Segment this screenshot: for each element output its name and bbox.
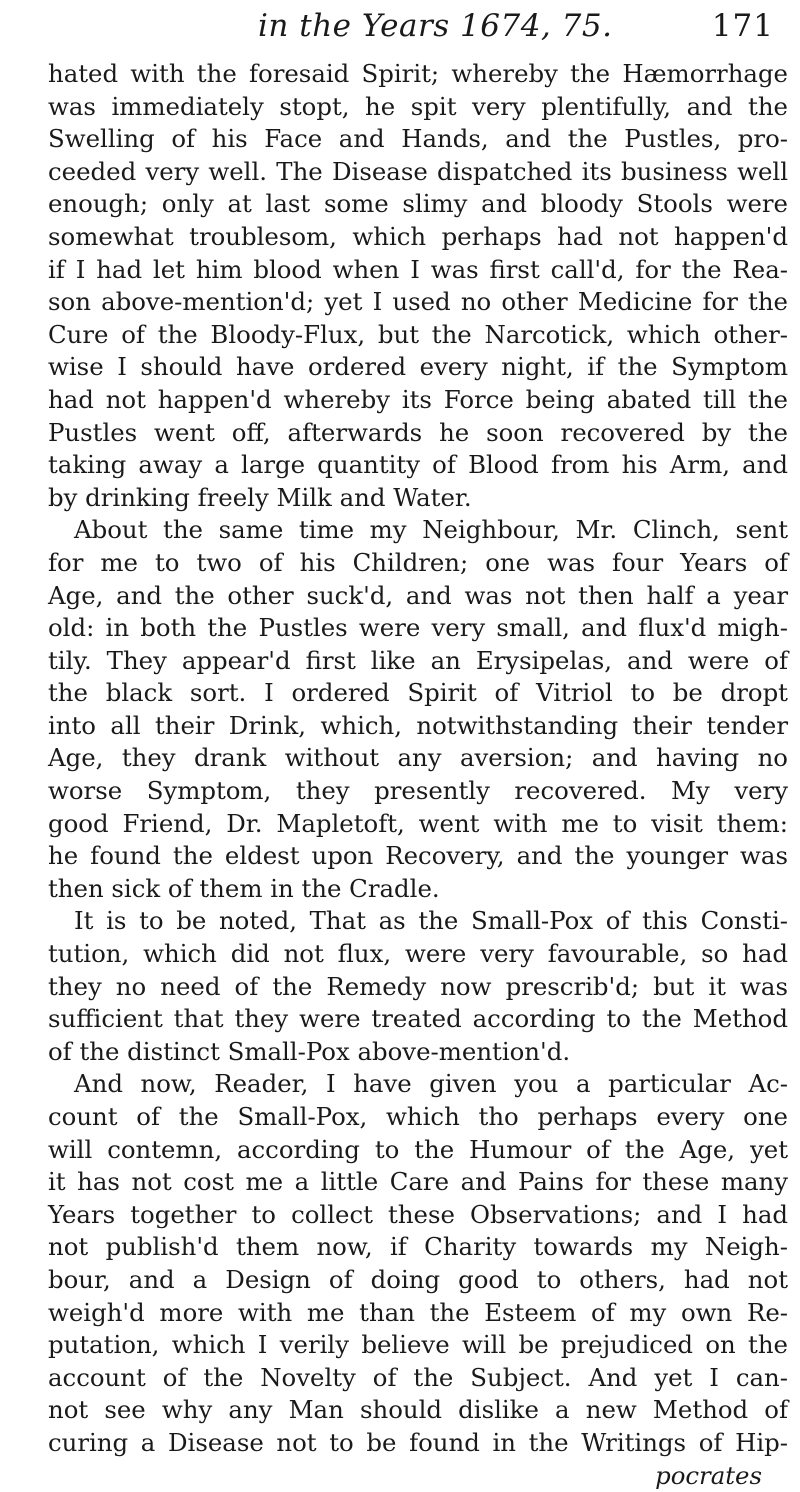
text-line: they no need of the Remedy now prescrib'd; but it was [48,971,788,1001]
text-line: of the distinct Small-Pox above-mention'd. [48,1036,571,1066]
text-line: bour, and a Design of doing good to others, had not [48,1264,788,1294]
running-title: in the Years 1674, 75. [258,8,613,44]
catchword: pocrates [655,1460,762,1490]
paragraph-start-line: It is to be noted, That as the Small-Pox of this Consti- [74,906,788,936]
text-line: for me to two of his Children; one was four Years of [48,547,788,577]
text-line: will contemn, according to the Humour of the Age, yet [48,1134,788,1164]
text-line: weigh'd more with me than the Esteem of my own Re- [48,1297,788,1327]
paragraph-start-line: And now, Reader, I have given you a particular Ac- [74,1069,788,1099]
paragraph-start-line: About the same time my Neighbour, Mr. Clinch, sent [74,515,788,545]
text-line: if I had let him blood when I was first call'd, for the Rea- [48,254,788,284]
text-line: then sick of them in the Cradle. [48,873,440,903]
text-line: not publish'd them now, if Charity towards my Neigh- [48,1232,788,1262]
text-line: Cure of the Bloody-Flux, but the Narcotick, which other- [48,319,788,349]
text-line: putation, which I verily believe will be prejudiced on the [48,1330,788,1360]
text-line: had not happen'd whereby its Force being abated till the [48,384,788,414]
text-line: ceeded very well. The Disease dispatched its business well [48,156,788,186]
text-line: count of the Small-Pox, which tho perhaps every one [48,1102,788,1131]
text-line: wise I should have ordered every night, if the Symptom [48,352,788,382]
text-line: he found the eldest upon Recovery, and the younger was [48,841,788,871]
text-line: good Friend, Dr. Mapletoft, went with me to visit them: [48,808,788,838]
text-line: account of the Novelty of the Subject. And yet I can- [48,1362,788,1392]
text-line: worse Symptom, they presently recovered. My very [48,776,788,806]
text-line: the black sort. I ordered Spirit of Vitriol to be dropt [48,678,788,708]
text-line: tution, which did not flux, were very favourable, so had [48,939,788,969]
text-line: enough; only at last some slimy and bloody Stools were [48,189,788,219]
text-line: was immediately stopt, he spit very plentifully, and the [48,91,788,121]
text-line: tily. They appear'd first like an Erysipelas, and were of [48,645,788,675]
page-number: 171 [711,8,774,44]
text-line: into all their Drink, which, notwithstanding their tender [48,710,788,740]
text-line: not see why any Man should dislike a new Method of [48,1395,788,1425]
text-line: Years together to collect these Observations; and I had [48,1199,788,1229]
text-line: Age, and the other suck'd, and was not then half a year [48,580,788,610]
text-line: by drinking freely Milk and Water. [48,482,472,512]
body-text [48,58,788,1492]
text-line: old: in both the Pustles were very small, and flux'd migh- [48,613,788,643]
text-line: taking away a large quantity of Blood from his Arm, and [48,450,788,480]
text-line: hated with the foresaid Spirit; whereby the Hæmorrhage [48,59,788,88]
text-line: it has not cost me a little Care and Pains for these many [48,1167,788,1197]
text-line: somewhat troublesom, which perhaps had not happen'd [48,221,788,251]
text-line: Swelling of his Face and Hands, and the Pustles, pro- [48,124,788,154]
text-line: Age, they drank without any aversion; and having no [48,743,788,773]
text-line: curing a Disease not to be found in the Writings of Hip- [48,1427,788,1457]
text-line: Pustles went off, afterwards he soon recovered by the [48,417,788,447]
text-line: son above-mention'd; yet I used no other Medicine for the [48,287,788,317]
text-line: sufficient that they were treated according to the Method [48,1004,788,1034]
running-header [0,8,800,52]
